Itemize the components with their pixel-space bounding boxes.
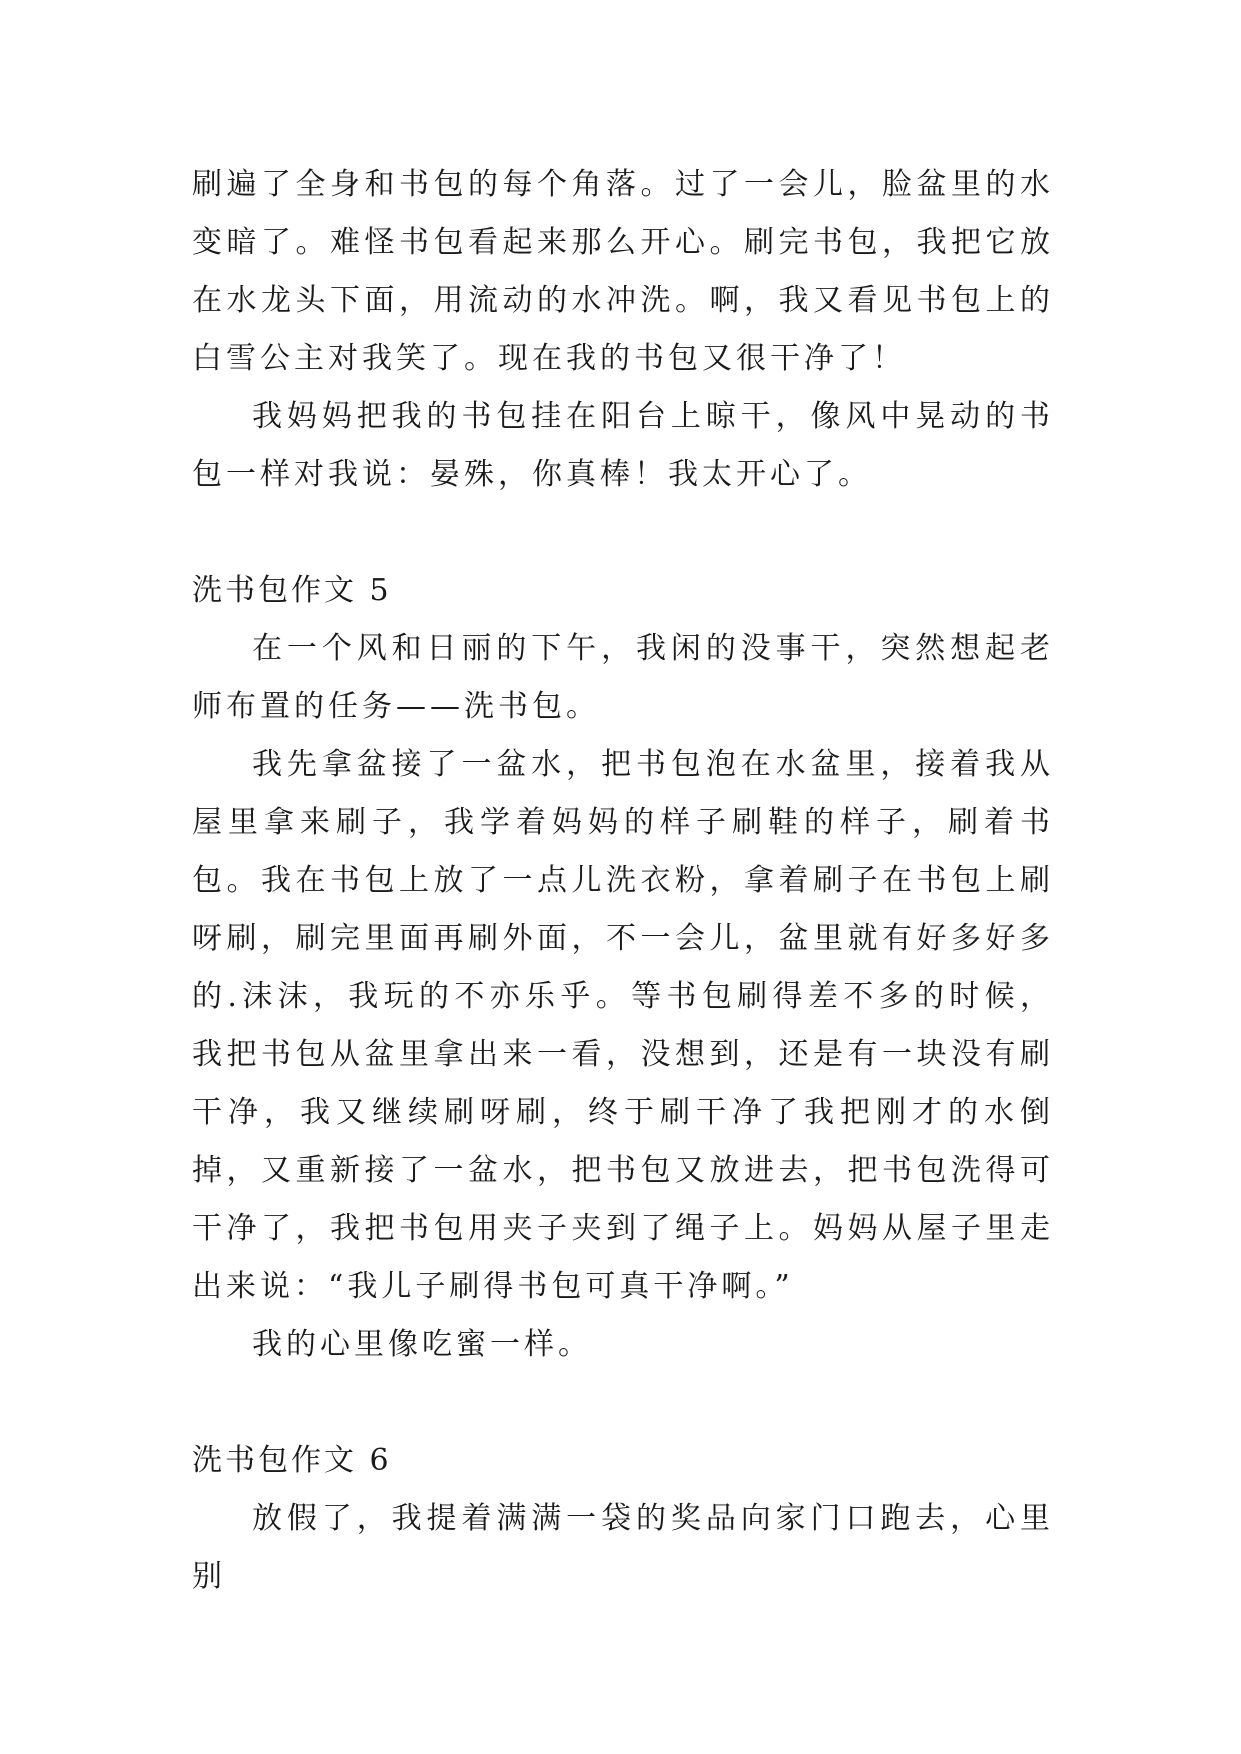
paragraph: 我的心里像吃蜜一样。 [252,1327,592,1362]
section-heading-essay-6: 洗书包作文 6 [192,1443,392,1478]
paragraph: 我妈妈把我的书包挂在阳台上晾干，像风中晃动的书包一样对我说：晏殊，你真棒！我太开心了。 [192,399,1054,492]
paragraph: 放假了，我提着满满一袋的奖品向家门口跑去，心里别 [192,1501,1054,1594]
paragraph: 我先拿盆接了一盆水，把书包泡在水盆里，接着我从屋里拿来刷子，我学着妈妈的样子刷鞋的样子，刷着书包。我在书包上放了一点儿洗衣粉，拿着刷子在书包上刷呀刷，刷完里面再刷外面，不一会儿，盆里就有好多好多的.沫沫，我玩的不亦乐乎。等书包刷得差不多的时候，我把书包从盆里拿出来一看，没想到，还是有一块没有刷干净，我又继续刷呀刷，终于刷干净了我把刚才的水倒掉，又重新接了一盆水，把书包又放进去，把书包洗得可干净了，我把书包用夹子夹到了绳子上。妈妈从屋子里走出来说：“我儿子刷得书包可真干净啊。” [192,747,1054,1304]
document-body [192,156,1054,1606]
section-heading-essay-5: 洗书包作文 5 [192,573,392,608]
section-spacer [192,1374,1054,1432]
section-spacer [192,504,1054,562]
paragraph: 在一个风和日丽的下午，我闲的没事干，突然想起老师布置的任务——洗书包。 [192,631,1054,724]
paragraph-continued: 刷遍了全身和书包的每个角落。过了一会儿，脸盆里的水变暗了。难怪书包看起来那么开心。刷完书包，我把它放在水龙头下面，用流动的水冲洗。啊，我又看见书包上的白雪公主对我笑了。现在我的书包又很干净了！ [192,167,1054,376]
